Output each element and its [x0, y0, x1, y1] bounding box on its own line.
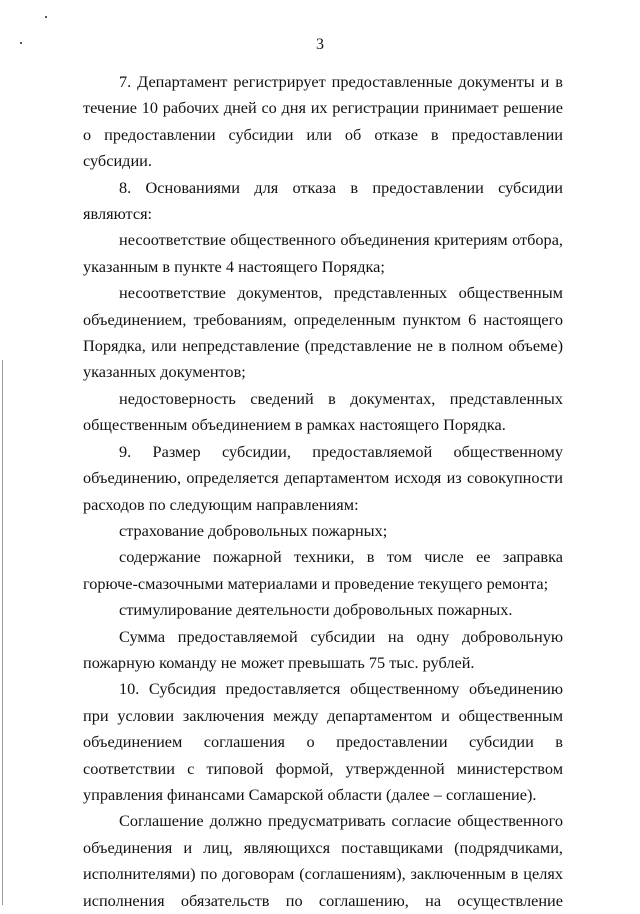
agreement-requirement: Соглашение должно предусматривать согласие общественного объединения и лиц, являющихся поставщиками (подрядчиками, исполнителями) по договорам (соглашениям), заключенным в целях исполнения обязательств по соглашению, на осуществление — [83, 811, 563, 910]
refusal-ground-1: несоответствие общественного объединения критериям отбора, указанным в пункте 4 настоящего Порядка; — [83, 230, 563, 276]
paragraph-10: 10. Субсидия предоставляется общественному объединению при условии заключения между департаментом и общественным объединением соглашения о предоставлении субсидии в соответствии с типовой формой, утвержденной министерством управления финансами Самарской области (далее – соглашение). — [83, 679, 563, 804]
refusal-ground-3: недостоверность сведений в документах, представленных общественным объединением в рамках настоящего Порядка. — [83, 388, 563, 435]
document-body — [83, 69, 563, 914]
subsidy-limit: Сумма предоставляемой субсидии на одну добровольную пожарную команду не может превышать 75 тыс. рублей. — [83, 626, 563, 672]
page-number: 3 — [316, 36, 324, 53]
page-edge-line — [2, 360, 3, 905]
scan-speck — [45, 16, 47, 18]
paragraph-8: 8. Основаниями для отказа в предоставлении субсидии являются: — [83, 177, 563, 224]
expense-item-2: содержание пожарной техники, в том числе ее заправка горюче-смазочными материалами и проведение текущего ремонта; — [83, 547, 563, 593]
expense-item-3: стимулирование деятельности добровольных пожарных. — [119, 600, 513, 620]
expense-item-1: страхование добровольных пожарных; — [119, 520, 388, 540]
paragraph-7: 7. Департамент регистрирует предоставленные документы и в течение 10 рабочих дней со дня их регистрации принимает решение о предоставлении субсидии или об отказе в предоставлении субсидии. — [83, 72, 563, 171]
refusal-ground-2: несоответствие документов, представленных общественным объединением, требованиям, определенным пунктом 6 настоящего Порядка, или непредставление (представление не в полном объеме) указанных документов; — [83, 283, 563, 382]
paragraph-9: 9. Размер субсидии, предоставляемой общественному объединению, определяется департаментом исходя из совокупности расходов по следующим направлениям: — [83, 441, 563, 514]
